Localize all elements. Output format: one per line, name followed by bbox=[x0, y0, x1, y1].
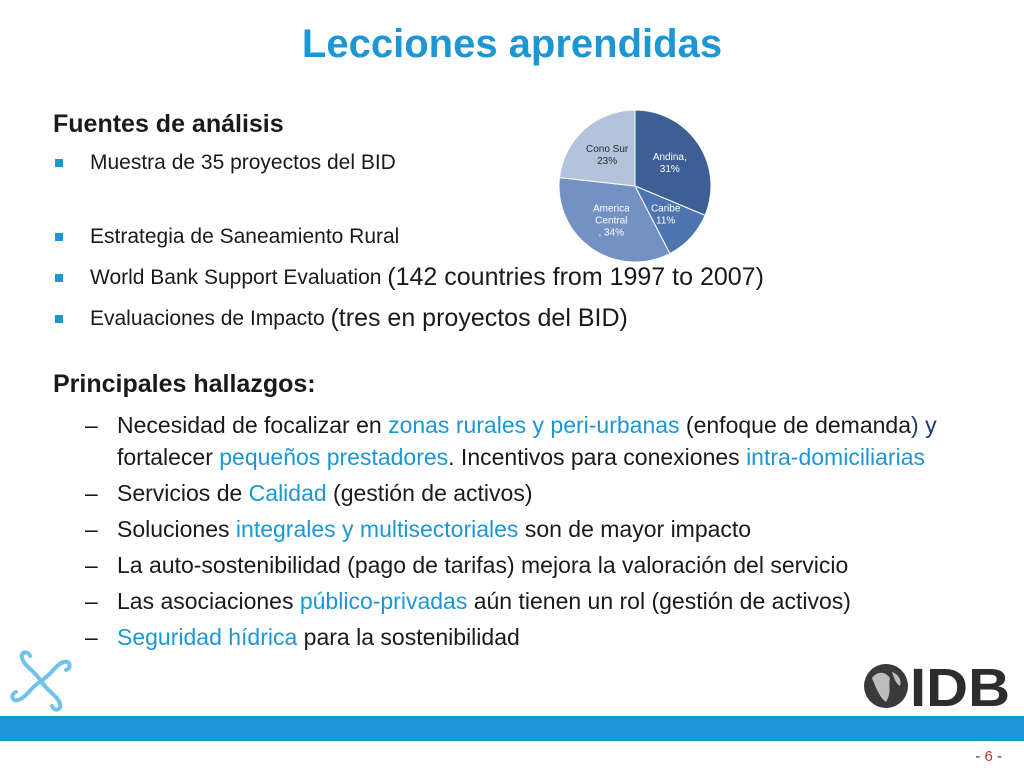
finding-item bbox=[85, 622, 965, 654]
bullet-item bbox=[55, 304, 628, 333]
finding-text bbox=[117, 478, 533, 510]
dash-bullet: – bbox=[85, 412, 98, 438]
bullet-extra-text: (tres en proyectos del BID) bbox=[330, 304, 628, 332]
idb-logo bbox=[862, 658, 1014, 714]
highlight-text: integrales y multisectoriales bbox=[235, 515, 519, 542]
dash-bullet: – bbox=[85, 479, 98, 506]
dash-bullet: – bbox=[85, 551, 98, 578]
finding-text-run: son de mayor impacto bbox=[518, 515, 752, 542]
highlight-text: Calidad bbox=[248, 479, 327, 506]
pie-slice-label: America Central , 34% bbox=[592, 203, 630, 239]
highlight-text: pequeños prestadores bbox=[219, 443, 449, 470]
bullet-item bbox=[55, 225, 399, 249]
finding-text-run: Servicios de bbox=[117, 479, 249, 506]
dash-bullet: – bbox=[85, 587, 98, 614]
page-number-value: 6 bbox=[984, 748, 993, 765]
bullet-square-icon bbox=[55, 233, 63, 241]
finding-text bbox=[117, 550, 848, 582]
findings-list bbox=[85, 410, 965, 658]
finding-text-run: (enfoque de demanda bbox=[679, 412, 912, 438]
finding-text-run: ) y bbox=[911, 412, 937, 438]
bullet-text: World Bank Support Evaluation bbox=[90, 265, 388, 289]
finding-text-run: La auto-sostenibilidad (pago de tarifas) mejora la valoración del servicio bbox=[117, 551, 849, 578]
finding-text-run: aún tienen un rol (gestión de activos) bbox=[467, 587, 851, 614]
finding-item bbox=[85, 410, 965, 473]
page-dash-right: - bbox=[992, 748, 1002, 765]
bullet-extra-text: (142 countries from 1997 to 2007) bbox=[387, 263, 764, 291]
bullet-square-icon bbox=[55, 315, 63, 323]
bullet-text: Estrategia de Saneamiento Rural bbox=[90, 225, 400, 248]
finding-item bbox=[85, 586, 965, 618]
finding-item bbox=[85, 514, 965, 546]
finding-text bbox=[117, 586, 851, 618]
finding-text-run: Las asociaciones bbox=[117, 587, 300, 614]
highlight-text: zonas rurales y peri-urbanas bbox=[388, 412, 680, 438]
finding-text-run: . Incentivos para conexiones bbox=[448, 443, 747, 470]
slide-title: Lecciones aprendidas bbox=[301, 22, 723, 66]
findings-heading: Principales hallazgos: bbox=[53, 370, 316, 398]
pie-slice-label: Caribe 11% bbox=[650, 203, 681, 227]
finding-item bbox=[85, 550, 965, 582]
page-number bbox=[975, 748, 1002, 765]
region-pie-chart bbox=[555, 106, 715, 266]
finding-text-run: fortalecer bbox=[117, 443, 220, 470]
finding-text-run: Soluciones bbox=[117, 515, 236, 542]
pie-slice-label: Andina, 31% bbox=[652, 151, 687, 175]
highlight-text: público-privadas bbox=[299, 587, 468, 614]
finding-text bbox=[117, 622, 520, 654]
sources-heading: Fuentes de análisis bbox=[53, 110, 284, 138]
finding-text bbox=[117, 410, 965, 473]
bullet-square-icon bbox=[55, 159, 63, 167]
footer-bar bbox=[0, 716, 1024, 741]
dash-bullet: – bbox=[85, 623, 98, 650]
page-dash-left: - bbox=[975, 748, 985, 765]
highlight-text: Seguridad hídrica bbox=[117, 623, 298, 650]
bullet-text: Evaluaciones de Impacto bbox=[90, 306, 331, 330]
finding-text bbox=[117, 514, 751, 546]
bullet-text: Muestra de 35 proyectos del BID bbox=[90, 151, 396, 174]
finding-text-run: para la sostenibilidad bbox=[297, 623, 520, 650]
idb-swirl-icon bbox=[8, 648, 74, 714]
bullet-item bbox=[55, 263, 764, 292]
pie-slice-label: Cono Sur 23% bbox=[585, 143, 629, 167]
dash-bullet: – bbox=[85, 515, 98, 542]
bullet-square-icon bbox=[55, 274, 63, 282]
finding-text-run: Necesidad de focalizar en bbox=[117, 412, 389, 438]
logo-text: IDB bbox=[910, 658, 1010, 714]
highlight-text: intra-domiciliarias bbox=[746, 443, 925, 470]
finding-text-run: (gestión de activos) bbox=[326, 479, 533, 506]
finding-item bbox=[85, 478, 965, 510]
bullet-item bbox=[55, 151, 396, 175]
